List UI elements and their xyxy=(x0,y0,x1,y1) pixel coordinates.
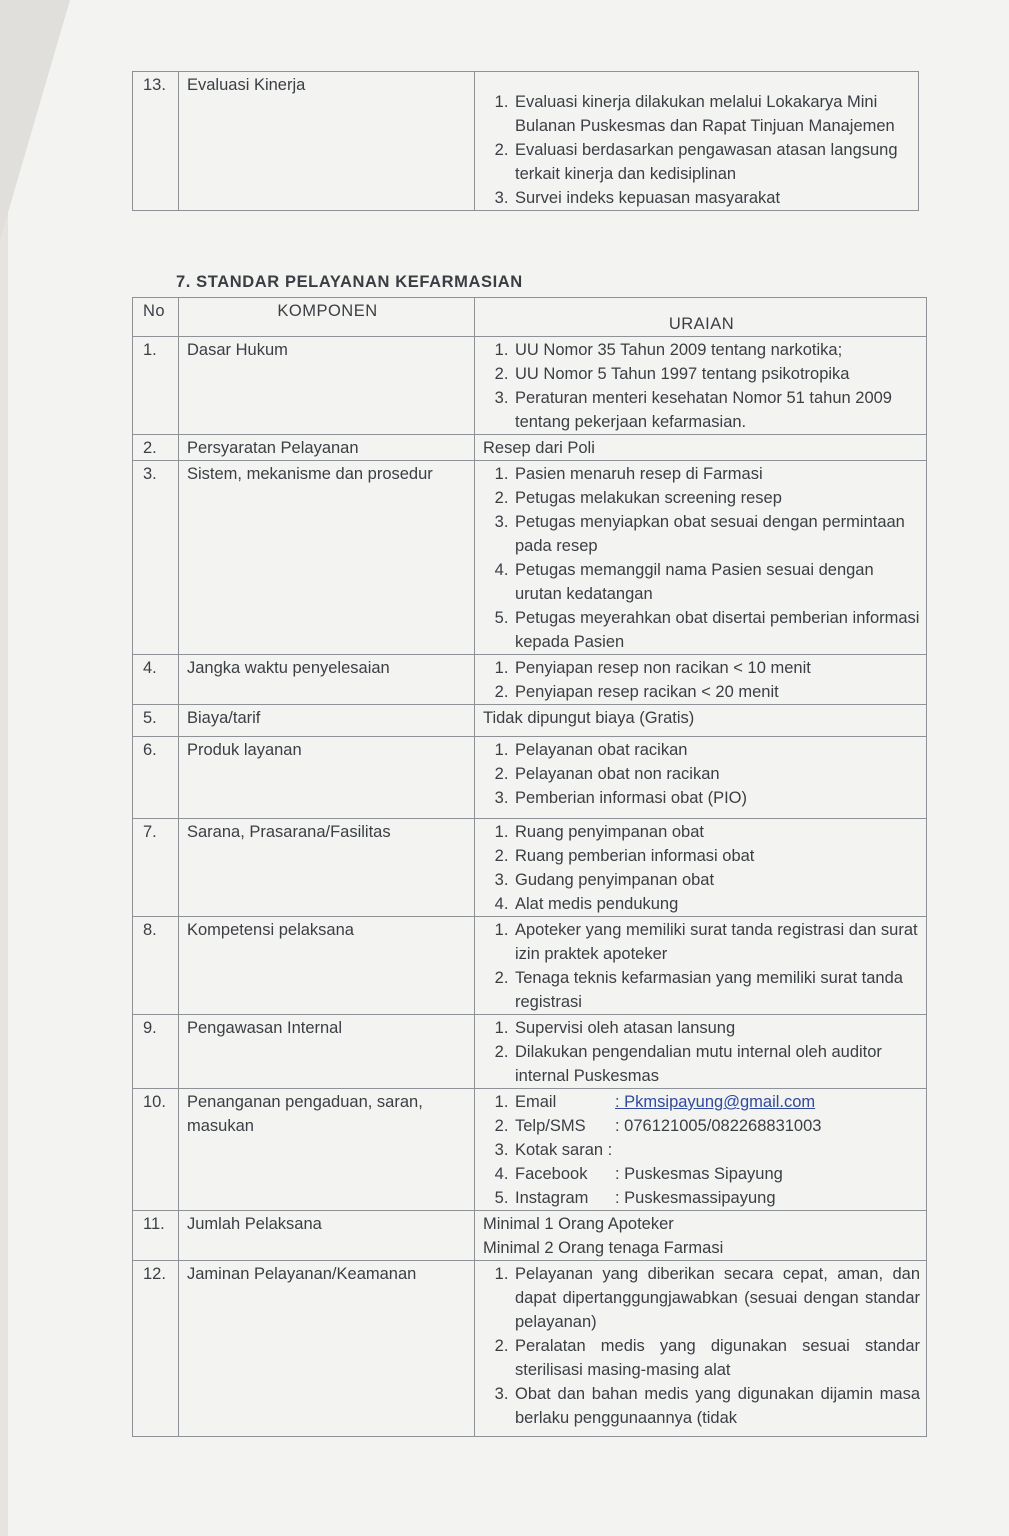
contact-phone xyxy=(513,1114,920,1138)
contact-instagram xyxy=(513,1186,920,1210)
row-number: 5. xyxy=(133,705,179,737)
contact-label: Instagram xyxy=(515,1189,589,1207)
list-item: 5. Petugas meyerahkan obat disertai pemberian informasi kepada Pasien xyxy=(513,606,920,654)
contact-facebook xyxy=(513,1162,920,1186)
row-komponen: Penanganan pengaduan, saran, masukan xyxy=(179,1089,475,1211)
contact-label: Facebook xyxy=(515,1165,588,1183)
contact-label: Email xyxy=(515,1093,557,1111)
table-row xyxy=(133,461,927,655)
row-komponen: Pengawasan Internal xyxy=(179,1015,475,1089)
contact-value: : 076121005/082268831003 xyxy=(615,1117,822,1135)
list-item: 2. Petugas melakukan screening resep xyxy=(513,486,920,510)
row-number: 10. xyxy=(133,1089,179,1211)
header-komponen: KOMPONEN xyxy=(179,298,475,337)
row-uraian-list xyxy=(483,820,920,916)
table-header-row xyxy=(133,298,927,337)
list-item: 1. Apoteker yang memiliki surat tanda registrasi dan surat izin praktek apoteker xyxy=(513,918,920,966)
row-komponen: Persyaratan Pelayanan xyxy=(179,435,475,461)
contact-list xyxy=(483,1090,920,1210)
row-uraian-text: Resep dari Poli xyxy=(475,435,927,461)
list-item: 1. Pasien menaruh resep di Farmasi xyxy=(513,462,920,486)
table-row xyxy=(133,705,927,737)
row-uraian-list xyxy=(483,1262,920,1430)
list-item: 3. Peraturan menteri kesehatan Nomor 51 tahun 2009 tentang pekerjaan kefarmasian. xyxy=(513,386,920,434)
list-item: 2. Penyiapan resep racikan < 20 menit xyxy=(513,680,920,704)
table-row xyxy=(133,1211,927,1261)
list-item: 1. Supervisi oleh atasan lansung xyxy=(513,1016,920,1040)
row-komponen: Evaluasi Kinerja xyxy=(179,72,475,211)
list-item: 3. Pemberian informasi obat (PIO) xyxy=(513,786,920,810)
contact-label: Telp/SMS xyxy=(515,1117,586,1135)
row-uraian-list xyxy=(483,918,920,1014)
table-row xyxy=(133,72,919,211)
table-row xyxy=(133,917,927,1015)
contact-kotak-saran xyxy=(513,1138,920,1162)
row-komponen: Sistem, mekanisme dan prosedur xyxy=(179,461,475,655)
list-item: 1. Penyiapan resep non racikan < 10 menit xyxy=(513,656,920,680)
page-fold-shadow xyxy=(0,0,70,240)
table-row xyxy=(133,655,927,705)
contact-value: : Puskesmas Sipayung xyxy=(615,1165,783,1183)
list-item: 2. Dilakukan pengendalian mutu internal oleh auditor internal Puskesmas xyxy=(513,1040,920,1088)
row-uraian-line: Minimal 1 Orang Apoteker xyxy=(483,1215,674,1233)
list-item: 3. Survei indeks kepuasan masyarakat xyxy=(513,186,912,210)
row-number: 9. xyxy=(133,1015,179,1089)
row-number: 12. xyxy=(133,1261,179,1437)
row-number: 13. xyxy=(133,72,179,211)
row-uraian-list xyxy=(483,462,920,654)
row-komponen: Kompetensi pelaksana xyxy=(179,917,475,1015)
contact-value: : Puskesmassipayung xyxy=(615,1189,776,1207)
row-komponen: Jangka waktu penyelesaian xyxy=(179,655,475,705)
list-item: 4. Petugas memanggil nama Pasien sesuai dengan urutan kedatangan xyxy=(513,558,920,606)
header-uraian: URAIAN xyxy=(475,298,927,337)
list-item: 1. Evaluasi kinerja dilakukan melalui Lokakarya Mini Bulanan Puskesmas dan Rapat Tinjuan Manajemen xyxy=(513,90,912,138)
section-title: 7. STANDAR PELAYANAN KEFARMASIAN xyxy=(176,273,523,291)
list-item: 2. Evaluasi berdasarkan pengawasan atasan langsung terkait kinerja dan kedisiplinan xyxy=(513,138,912,186)
table-row xyxy=(133,1261,927,1437)
row-komponen: Sarana, Prasarana/Fasilitas xyxy=(179,819,475,917)
row-uraian-text: Tidak dipungut biaya (Gratis) xyxy=(475,705,927,737)
table-row xyxy=(133,1015,927,1089)
row-komponen: Dasar Hukum xyxy=(179,337,475,435)
previous-table xyxy=(132,71,919,211)
row-number: 8. xyxy=(133,917,179,1015)
table-row xyxy=(133,819,927,917)
list-item: 2. Pelayanan obat non racikan xyxy=(513,762,920,786)
table-row xyxy=(133,1089,927,1211)
contact-label: Kotak saran : xyxy=(515,1141,613,1159)
email-link[interactable]: : Pkmsipayung@gmail.com xyxy=(615,1093,816,1111)
list-item: 1. UU Nomor 35 Tahun 2009 tentang narkotika; xyxy=(513,338,920,362)
row-uraian-list xyxy=(483,738,920,810)
row-number: 1. xyxy=(133,337,179,435)
standar-kefarmasian-table xyxy=(132,297,927,1437)
row-number: 7. xyxy=(133,819,179,917)
row-uraian-list xyxy=(483,90,912,210)
row-uraian-list xyxy=(483,338,920,434)
row-komponen: Biaya/tarif xyxy=(179,705,475,737)
list-item: 1. Ruang penyimpanan obat xyxy=(513,820,920,844)
row-uraian-line: Minimal 2 Orang tenaga Farmasi xyxy=(483,1239,724,1257)
row-number: 4. xyxy=(133,655,179,705)
contact-email xyxy=(513,1090,920,1114)
row-number: 2. xyxy=(133,435,179,461)
row-komponen: Produk layanan xyxy=(179,737,475,819)
list-item: 3. Petugas menyiapkan obat sesuai dengan permintaan pada resep xyxy=(513,510,920,558)
list-item: 4. Alat medis pendukung xyxy=(513,892,920,916)
row-uraian-list xyxy=(483,656,920,704)
table-row xyxy=(133,737,927,819)
row-uraian-list xyxy=(483,1016,920,1088)
list-item: 2. Peralatan medis yang digunakan sesuai standar sterilisasi masing-masing alat xyxy=(513,1334,920,1382)
header-no: No xyxy=(133,298,179,337)
row-komponen: Jumlah Pelaksana xyxy=(179,1211,475,1261)
list-item: 2. Ruang pemberian informasi obat xyxy=(513,844,920,868)
table-row xyxy=(133,435,927,461)
list-item: 1. Pelayanan obat racikan xyxy=(513,738,920,762)
row-number: 6. xyxy=(133,737,179,819)
list-item: 3. Gudang penyimpanan obat xyxy=(513,868,920,892)
row-number: 11. xyxy=(133,1211,179,1261)
table-row xyxy=(133,337,927,435)
list-item: 1. Pelayanan yang diberikan secara cepat, aman, dan dapat dipertanggungjawabkan (sesuai dengan standar pelayanan) xyxy=(513,1262,920,1334)
row-komponen: Jaminan Pelayanan/Keamanan xyxy=(179,1261,475,1437)
row-number: 3. xyxy=(133,461,179,655)
list-item: 3. Obat dan bahan medis yang digunakan dijamin masa berlaku penggunaannya (tidak xyxy=(513,1382,920,1430)
list-item: 2. UU Nomor 5 Tahun 1997 tentang psikotropika xyxy=(513,362,920,386)
list-item: 2. Tenaga teknis kefarmasian yang memiliki surat tanda registrasi xyxy=(513,966,920,1014)
